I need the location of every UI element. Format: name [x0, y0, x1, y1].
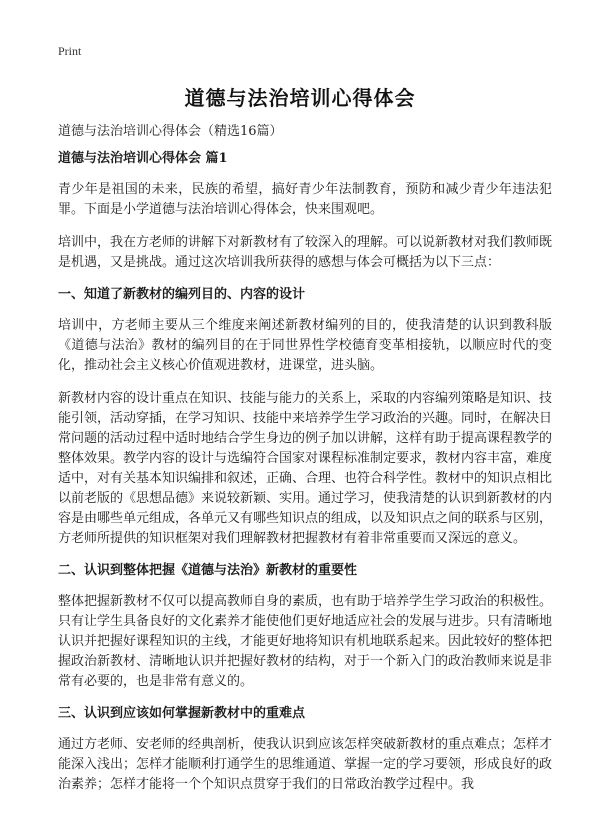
section-heading-2: 二、认识到整体把握《道德与法治》新教材的重要性	[58, 563, 358, 578]
intro-paragraph: 培训中，我在方老师的讲解下对新教材有了较深入的理解。可以说新教材对我们教师既是机遇，又是挑战。通过这次培训我所获得的感想与体会可概括为以下三点：	[58, 235, 553, 270]
section-heading-1: 一、知道了新教材的编列目的、内容的设计	[58, 287, 306, 302]
section-2-paragraph: 整体把握新教材不仅可以提高教师自身的素质，也有助于培养学生学习政治的积极性。只有让学生具备良好的文化素养才能使他们更好地适应社会的发展与进步。只有清晰地认识并把握好课程知识的主线，才能更好地将知识有机地联系起来。因此较好的整体把握政治新教材、清晰地认识并把握好教材的结构，对于一个新入门的政治教师来说是非常有必要的，也是非常有意义的。	[58, 594, 553, 689]
document-subtitle: 道德与法治培训心得体会（精选16篇）	[58, 124, 283, 139]
article-heading: 道德与法治培训心得体会 篇1	[58, 151, 228, 166]
page-title: 道德与法治培训心得体会	[184, 86, 416, 110]
section-1-paragraph: 培训中，方老师主要从三个维度来阐述新教材编列的目的，使我清楚的认识到教科版《道德与法治》教材的编列目的在于同世界性学校德育变革相接轨，以顺应时代的变化，推动社会主义核心价值观进教材，进课堂，进头脑。	[58, 318, 552, 373]
section-1-paragraph: 新教材内容的设计重点在知识、技能与能力的关系上，采取的内容编列策略是知识、技能引领，活动穿插，在学习知识、技能中来培养学生学习政治的兴趣。同时，在解决日常问题的活动过程中适时地结合学生身边的例子加以讲解，这样有助于提高课程教学的整体效果。教学内容的设计与选编符合国家对课程标准制定要求，教材内容丰富，难度适中，对有关基本知识编排和叙述，正确、合理、也符合科学性。教材中的知识点相比以前老版的《思想品德》来说较新颖、实用。通过学习，使我清楚的认识到新教材的内容是由哪些单元组成，各单元又有哪些知识点的组成，以及知识点之间的联系与区别，方老师所提供的知识框架对我们理解教材把握教材有着非常重要而又深远的意义。	[58, 391, 553, 546]
section-3-paragraph: 通过方老师、安老师的经典剖析，使我认识到应该怎样突破新教材的重点难点；怎样才能深入浅出；怎样才能顺利打通学生的思维通道、掌握一定的学习要领，形成良好的政治素养；怎样才能将一个个知识点贯穿于我们的日常政治教学过程中。我	[58, 737, 553, 792]
intro-paragraph: 青少年是祖国的未来，民族的希望，搞好青少年法制教育，预防和减少青少年违法犯罪。下面是小学道德与法治培训心得体会，快来围观吧。	[58, 182, 552, 217]
section-heading-3: 三、认识到应该如何掌握新教材中的重难点	[58, 706, 306, 721]
print-label[interactable]: Print	[58, 44, 82, 58]
article-body	[58, 150, 552, 808]
